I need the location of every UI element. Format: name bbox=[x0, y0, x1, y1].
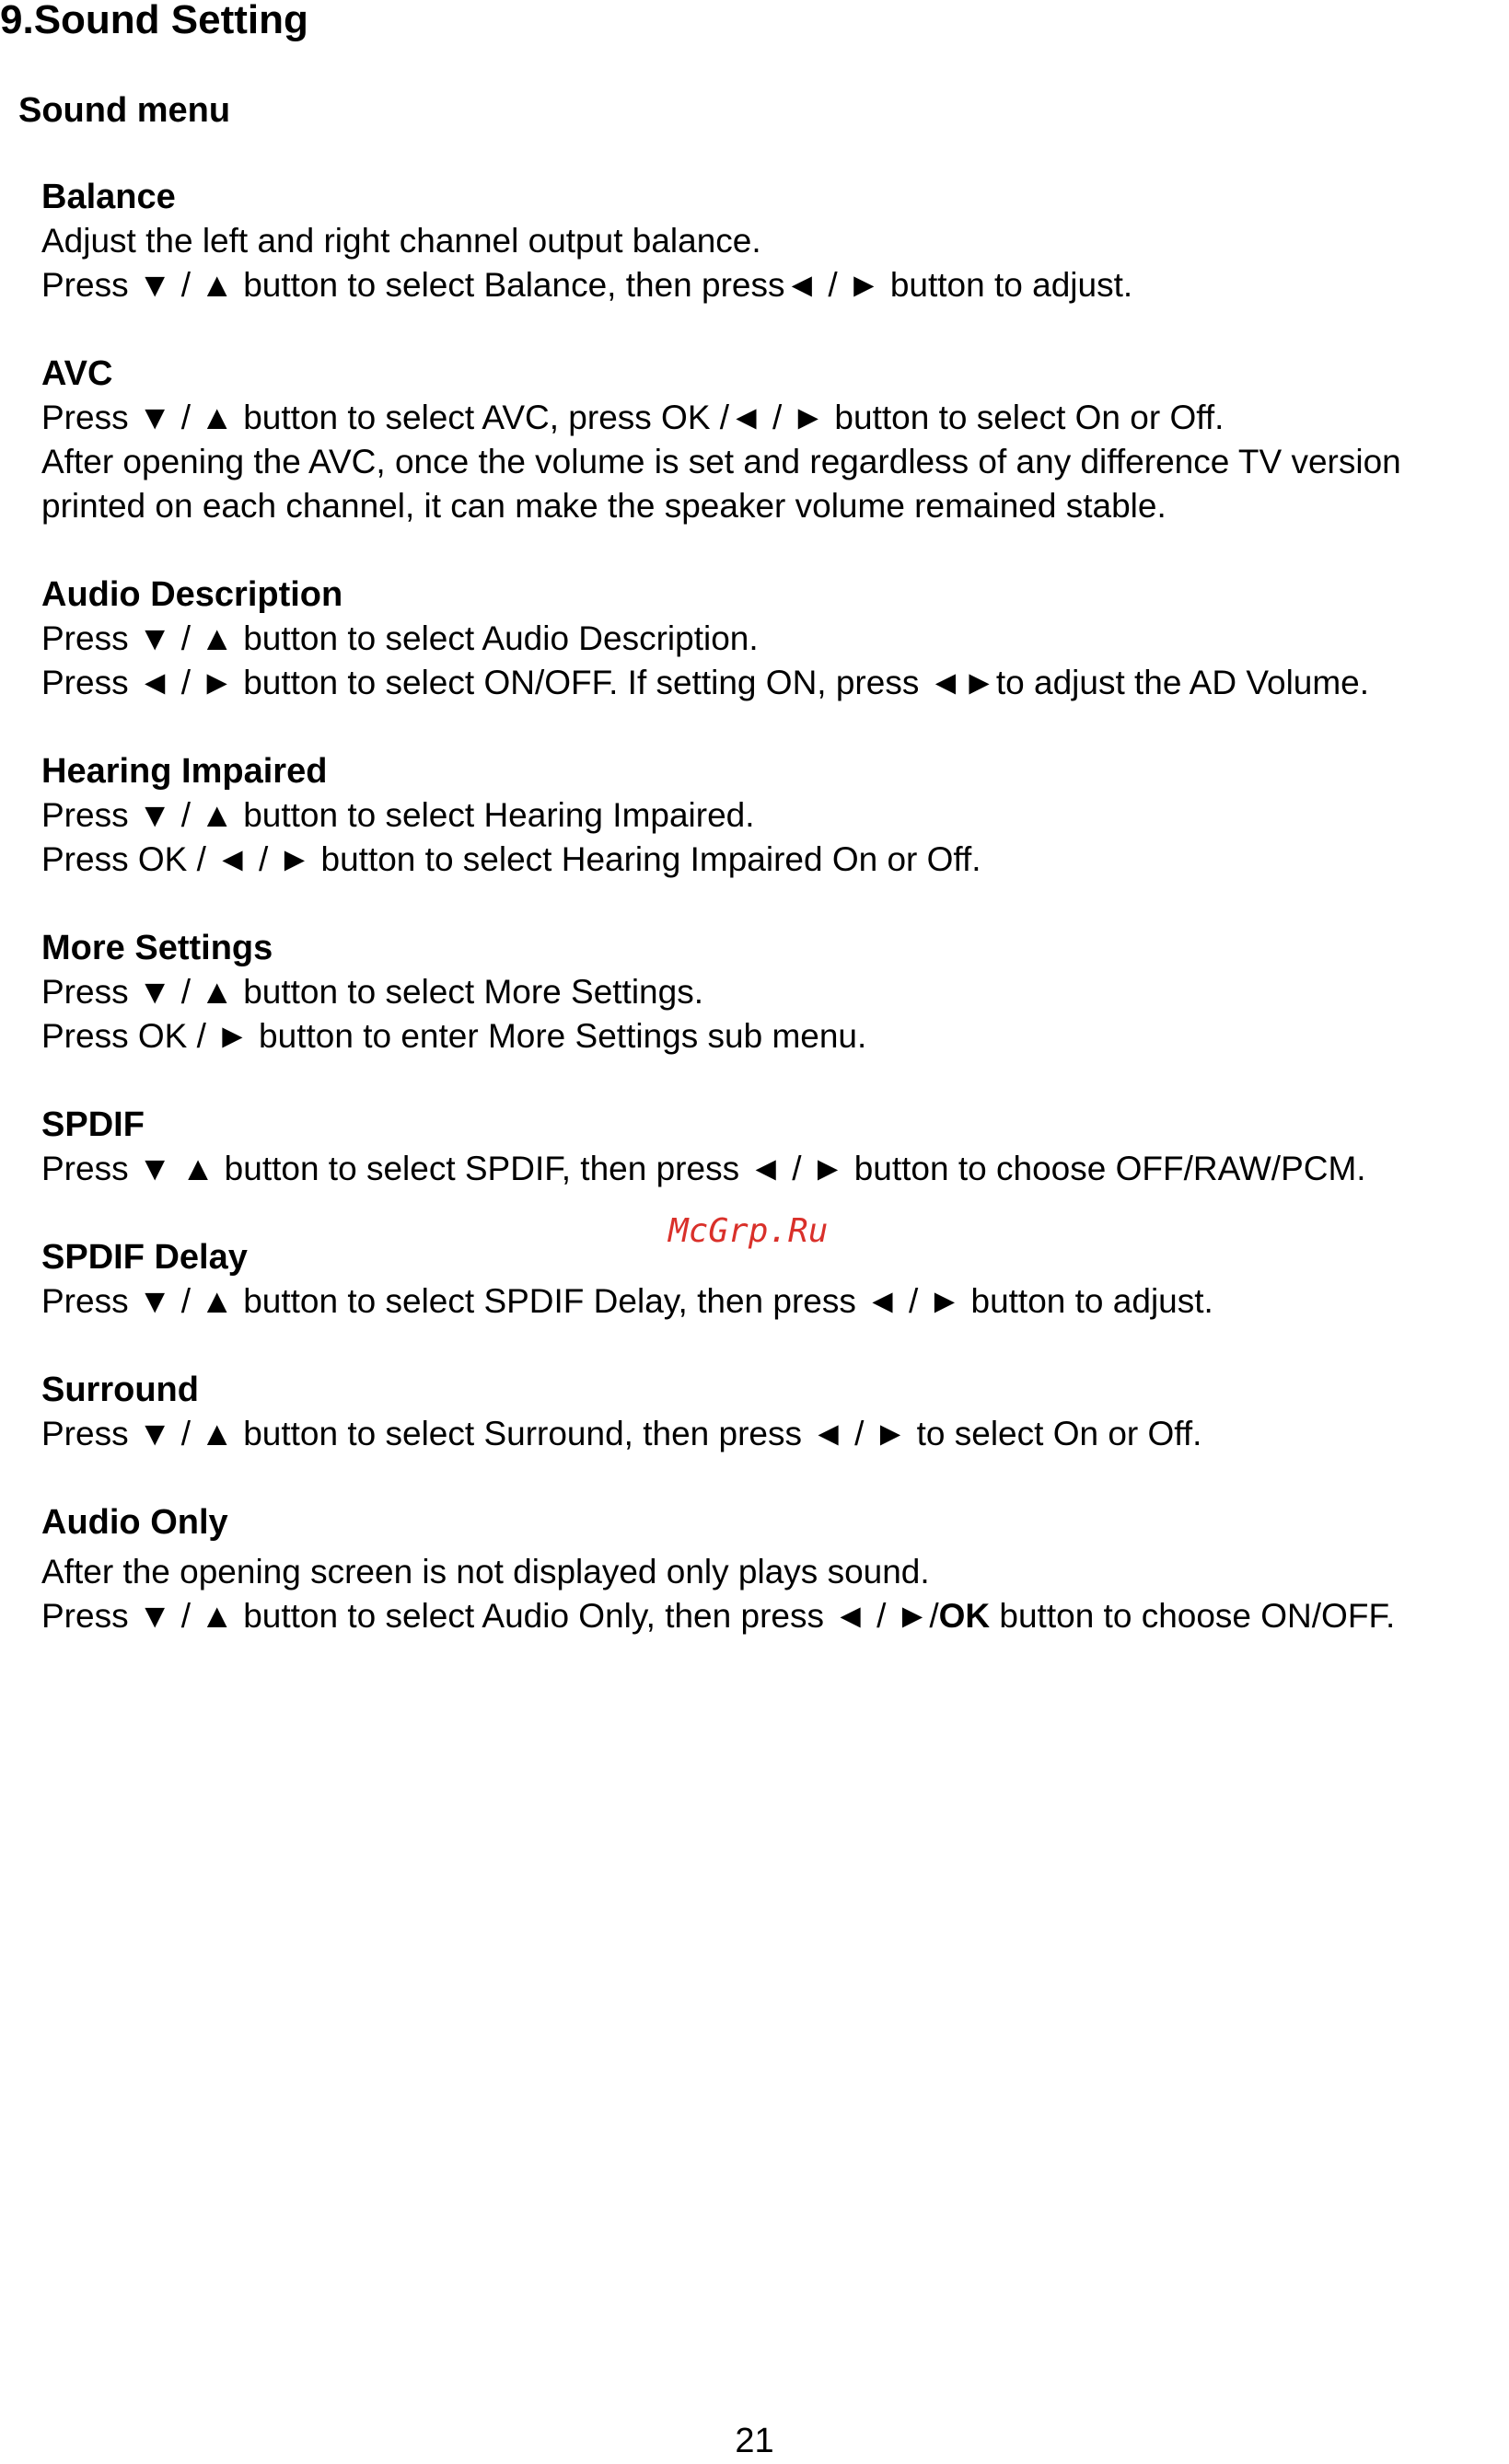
section-surround bbox=[41, 1368, 1505, 1456]
page-title: 9.Sound Setting bbox=[0, 0, 308, 42]
line-prefix: Press ▼ / ▲ button to select Audio Only, then press ◄ / ►/ bbox=[41, 1597, 939, 1635]
section-balance bbox=[41, 175, 1505, 307]
section-heading: SPDIF Delay bbox=[41, 1238, 248, 1277]
section-line: printed on each channel, it can make the speaker volume remained stable. bbox=[41, 487, 1167, 525]
section-audio-only bbox=[41, 1500, 1505, 1638]
page-number: 21 bbox=[735, 2422, 774, 2460]
section-heading: Hearing Impaired bbox=[41, 752, 328, 791]
section-line: After the opening screen is not displayed only plays sound. bbox=[41, 1553, 930, 1591]
section-line: Press ▼ / ▲ button to select Hearing Impaired. bbox=[41, 796, 755, 834]
section-avc bbox=[41, 352, 1505, 528]
menu-title: Sound menu bbox=[18, 91, 231, 130]
ok-keyword: OK bbox=[938, 1597, 991, 1635]
section-line: Press ▼ / ▲ button to select Surround, then press ◄ / ► to select On or Off. bbox=[41, 1415, 1202, 1452]
section-heading: SPDIF bbox=[41, 1105, 145, 1144]
section-heading: AVC bbox=[41, 354, 113, 393]
section-spdif bbox=[41, 1103, 1505, 1191]
section-heading: More Settings bbox=[41, 929, 273, 967]
line-suffix: button to choose ON/OFF. bbox=[990, 1597, 1396, 1635]
section-hearing-impaired bbox=[41, 749, 1505, 882]
section-heading: Surround bbox=[41, 1371, 199, 1409]
section-line: Press ▼ / ▲ button to select Balance, then press◄ / ► button to adjust. bbox=[41, 266, 1133, 304]
section-line: Press OK / ◄ / ► button to select Hearing Impaired On or Off. bbox=[41, 840, 981, 878]
section-line: Press ▼ ▲ button to select SPDIF, then press ◄ / ► button to choose OFF/RAW/PCM. bbox=[41, 1150, 1366, 1187]
section-line: Adjust the left and right channel output balance. bbox=[41, 222, 761, 260]
section-line: Press ▼ / ▲ button to select SPDIF Delay, then press ◄ / ► button to adjust. bbox=[41, 1282, 1213, 1320]
section-audio-description bbox=[41, 573, 1505, 705]
sound-menu-content bbox=[41, 175, 1505, 1638]
watermark: McGrp.Ru bbox=[668, 1212, 829, 1250]
section-heading: Balance bbox=[41, 178, 176, 216]
section-line: Press OK / ► button to enter More Settings sub menu. bbox=[41, 1017, 867, 1055]
section-line: Press ▼ / ▲ button to select AVC, press OK /◄ / ► button to select On or Off. bbox=[41, 399, 1225, 436]
section-heading: Audio Description bbox=[41, 575, 343, 614]
section-line-mixed bbox=[41, 1594, 1505, 1638]
section-line: Press ◄ / ► button to select ON/OFF. If setting ON, press ◄►to adjust the AD Volume. bbox=[41, 664, 1370, 701]
section-line: Press ▼ / ▲ button to select Audio Description. bbox=[41, 619, 759, 657]
section-more-settings bbox=[41, 926, 1505, 1058]
section-heading: Audio Only bbox=[41, 1503, 228, 1542]
section-line: Press ▼ / ▲ button to select More Settings. bbox=[41, 973, 703, 1011]
section-line: After opening the AVC, once the volume is set and regardless of any difference TV version bbox=[41, 443, 1401, 480]
